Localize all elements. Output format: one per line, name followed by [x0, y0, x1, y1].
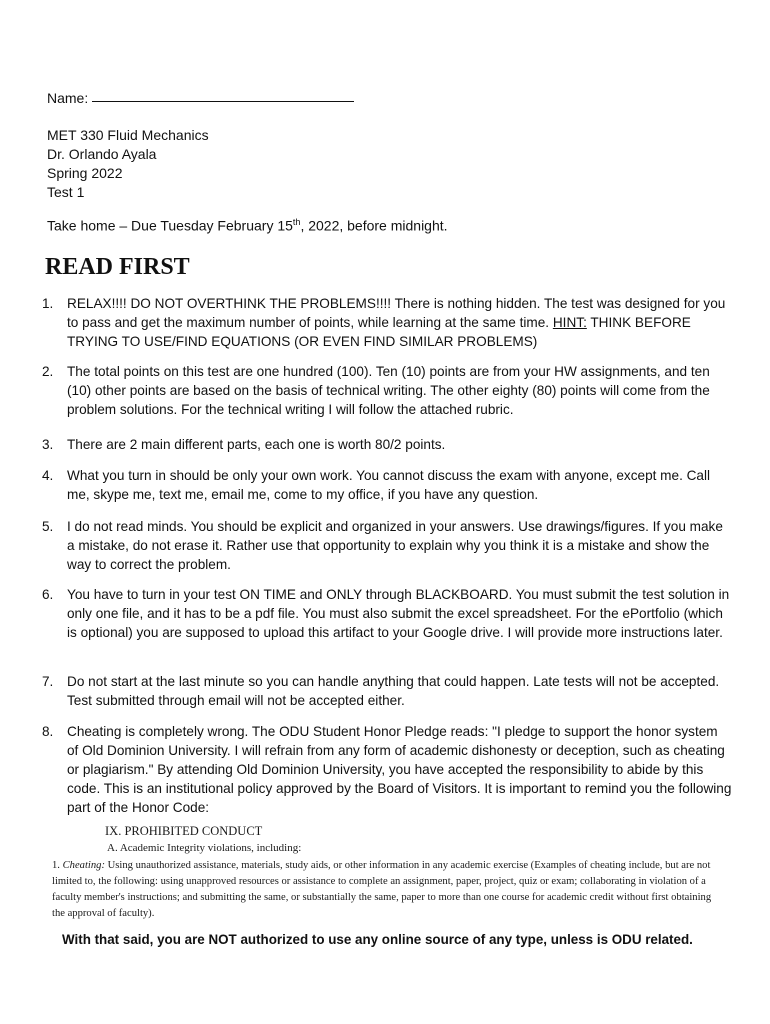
name-field-row	[47, 90, 354, 106]
cheating-definition	[52, 858, 724, 922]
name-blank-line	[92, 100, 354, 102]
hint-text: THINK BEFORE TRYING TO USE/FIND EQUATIONS (OR EVEN FIND SIMILAR PROBLEMS)	[67, 315, 691, 349]
term: Spring 2022	[47, 165, 123, 181]
item-text: You have to turn in your test ON TIME and ONLY through BLACKBOARD. You must submit the test solution in only one file, and it has to be a pdf file. You must also submit the excel spreadsheet. For the ePortfolio (which is optional) you are supposed to upload this artifact to your Google drive. I will provide more instructions later.	[67, 587, 730, 640]
page-heading: READ FIRST	[45, 254, 190, 280]
item-text: The total points on this test are one hundred (100). Ten (10) points are from your HW assignments, and ten (10) other points are based on the basis of technical writing. The other eighty (80) points will come from the problem solutions. For the technical writing I will follow the attached rubric.	[67, 364, 710, 417]
subsection-title: A. Academic Integrity violations, including:	[107, 842, 302, 854]
item-text: There are 2 main different parts, each one is worth 80/2 points.	[67, 437, 446, 452]
instruction-item	[42, 517, 732, 585]
item-text: Do not start at the last minute so you can handle anything that could happen. Late tests will not be accepted. Test submitted through email will not be accepted either.	[67, 674, 720, 708]
item-number: 8.	[42, 724, 54, 739]
due-text-end: , 2022, before midnight.	[300, 217, 448, 234]
item-number: 3.	[42, 437, 54, 452]
item-number: 2.	[42, 364, 54, 379]
hint-label: HINT:	[552, 315, 587, 330]
instruction-item	[42, 362, 732, 435]
instruction-item	[42, 672, 732, 722]
item-number: 4.	[42, 468, 54, 483]
item-number: 1.	[42, 296, 54, 311]
course-title: MET 330 Fluid Mechanics	[47, 127, 209, 143]
due-date-line	[47, 217, 448, 234]
closing-statement: With that said, you are NOT authorized to use any online source of any type, unless is ODU related.	[62, 932, 693, 947]
due-ordinal: th	[292, 217, 301, 227]
instruction-item	[42, 466, 732, 517]
instruction-item	[42, 585, 732, 672]
instructor-name: Dr. Orlando Ayala	[47, 146, 157, 162]
item-text: I do not read minds. You should be explicit and organized in your answers. Use drawings/figures. If you make a mistake, do not erase it. Rather use that opportunity to explain why you think it is a mistake and show the way to correct the problem.	[67, 519, 723, 572]
instruction-item	[42, 435, 732, 466]
definition-text: Using unauthorized assistance, materials, study aids, or other information in any academic exercise (Examples of cheating include, but are not limited to, the following: using unapproved resources or assistance to complete an assignment, paper, project, quiz or exam; collaborating in violation of a faculty member's instructions; and submitting the same, or substantially the same, paper to more than one course for academic credit without first obtaining the approval of faculty).	[52, 860, 712, 919]
item-number: 6.	[42, 587, 54, 602]
section-title: IX. PROHIBITED CONDUCT	[105, 824, 263, 838]
item-number: 7.	[42, 674, 54, 689]
instruction-item	[42, 294, 732, 362]
item-number: 5.	[42, 519, 54, 534]
test-number: Test 1	[47, 184, 85, 200]
instruction-item	[42, 722, 732, 817]
item-text: What you turn in should be only your own work. You cannot discuss the exam with anyone, except me. Call me, skype me, text me, email me, come to my office, if you have any question.	[67, 468, 711, 502]
item-text: Cheating is completely wrong. The ODU Student Honor Pledge reads: "I pledge to support the honor system of Old Dominion University. I will refrain from any form of academic dishonesty or deception, such as cheating or plagiarism." By attending Old Dominion University, you have accepted the responsibility to abide by this code. This is an institutional policy approved by the Board of Visitors. It is important to remind you the following part of the Honor Code:	[67, 724, 732, 815]
name-label: Name:	[47, 90, 89, 106]
instruction-list	[42, 294, 732, 817]
honor-code-excerpt	[52, 822, 724, 922]
definition-term: Cheating:	[62, 860, 105, 871]
course-header	[47, 126, 209, 202]
item-text: RELAX!!!! DO NOT OVERTHINK THE PROBLEMS!!!! There is nothing hidden. The test was designed for you to pass and get the maximum number of points, while learning at the same time.	[67, 296, 726, 330]
definition-number: 1.	[52, 860, 60, 871]
due-text-start: Take home – Due Tuesday February 15	[47, 217, 293, 234]
